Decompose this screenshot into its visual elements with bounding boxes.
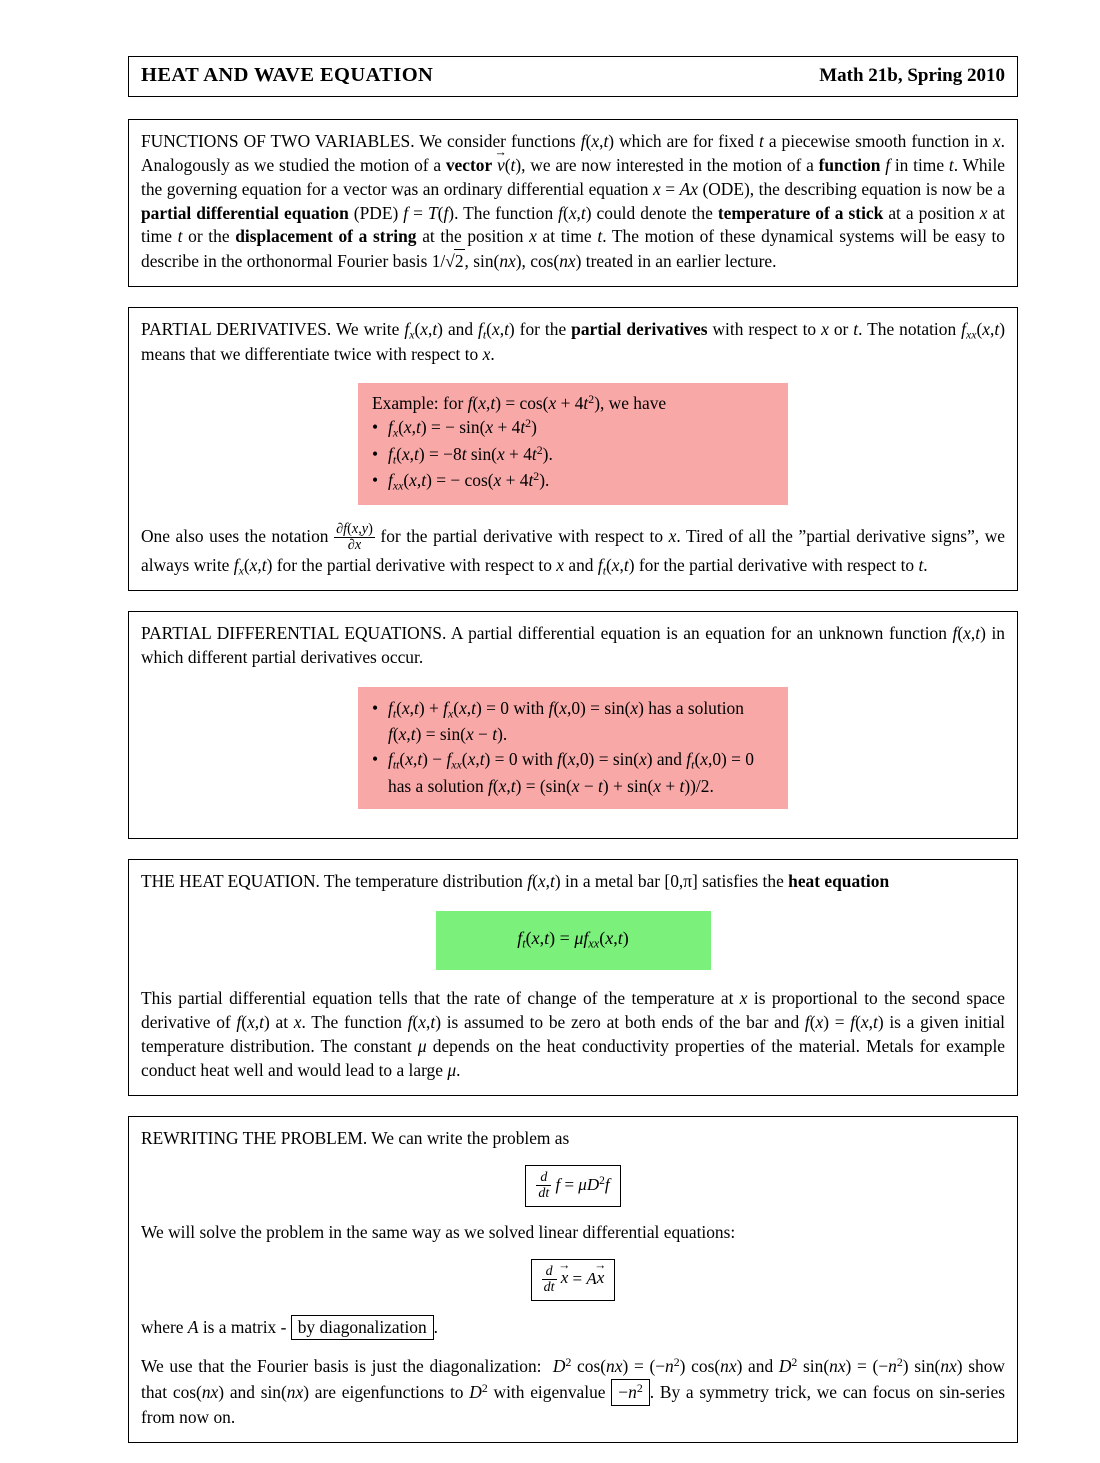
example-derivatives-wrap — [141, 383, 1005, 504]
section-rewriting-the-problem — [128, 1116, 1018, 1443]
pde-examples-wrap — [141, 687, 1005, 809]
boxed-phrase-diagonalization: by diagonalization — [291, 1315, 434, 1341]
section-4-heading: THE HEAT EQUATION. — [141, 871, 320, 892]
list-item: • $f_x(x,t)$ = − $\sin(x + 4t^2)$ — [372, 415, 774, 441]
section-2-heading: PARTIAL DERIVATIVES. — [141, 319, 332, 340]
example-title: Example: for $f(x,t) = \cos(x + 4t^2)$, we have — [372, 392, 667, 414]
section-5-heading: REWRITING THE PROBLEM. — [141, 1127, 368, 1148]
rewrite-equation-2: $\frac{d}{dt}$ x → = Ax → — [531, 1259, 616, 1301]
rewrite-equation-2-wrap — [141, 1259, 1005, 1301]
list-item: • $f_{xx}(x,t)$ = − $\cos(x + 4t^2)$. — [372, 468, 774, 494]
course-label: Math 21b, Spring 2010 — [819, 65, 1005, 86]
heat-equation-wrap — [141, 911, 1005, 970]
section-3-body: PARTIAL DIFFERENTIAL EQUATIONS. A partial differential equation is an equation for an unknown function f(x,t) in which different partial derivatives occur. — [141, 623, 1006, 667]
list-item: • $f_t(x,t) = -8t$ $\sin(x + 4t^2)$. — [372, 442, 774, 468]
section-1-heading: FUNCTIONS OF TWO VARIABLES. — [141, 131, 415, 151]
section-1-body: FUNCTIONS OF TWO VARIABLES. We consider functions f(x,t) which are for fixed t a piecewise smooth function in x. Analogously as we studied the motion of a vector v →(t), we are now interested in the motion of a function f in time t. While the governing equation for a vector was an ordinary differential equation x ˙ = Ax (ODE), the describing equation is now be a partial differential equation (PDE) f ˙ = T(f). The function f(x,t) could denote the temperature of a stick at a position x at time t or the displacement of a string at the position x at time t. The motion of these dynamical systems will be easy to describe in the orthonormal Fourier basis 1/√2, sin(nx), cos(nx) treated in an earlier lecture. — [141, 130, 1005, 274]
pde-examples-box — [358, 687, 788, 809]
example-derivatives-box — [358, 383, 788, 504]
pde-example-list — [372, 696, 774, 799]
rewrite-equation-1: $\frac{d}{dt}$ $f = \mu D^2f$ — [525, 1165, 620, 1207]
document-content — [128, 56, 1018, 1463]
section-4-body-2: This partial differential equation tells that the rate of change of the temperature at x is proportional to the second space derivative of f(x,t) at x. The function f(x,t) is assumed to be zero at both ends of the bar and f(x) = f(x,t) is a given initial temperature distribution. The constant μ depends on the heat conductivity properties of the material. Metals for example conduct heat well and would lead to a large μ. — [141, 988, 1005, 1080]
example-derivative-list — [372, 415, 774, 494]
section-2-body-2: One also uses the notation $\frac{\partial f(x,y)}{\partial x}$ for the partial derivative with respect to x. Tired of all the ”partial derivative signs”, we always write $f_x(x,t)$ for the partial derivative with respect to x and $f_t(x,t)$ for the partial derivative with respect to t. — [141, 520, 1005, 577]
section-the-heat-equation — [128, 859, 1018, 1096]
section-5-body-4: We use that the Fourier basis is just the diagonalization: $D^2$ $\cos(nx) = (-n^2)$ cos(nx) and $D^2$ $\sin(nx) = (-n^2)$ sin(nx) show that cos(nx) and sin(nx) are eigenfunctions to $D^2$ with eigenvalue $-n^2$ . By a symmetry trick, we can focus on sin-series from now on. — [141, 1355, 1005, 1427]
section-functions-of-two-variables — [128, 119, 1018, 287]
section-4-body: THE HEAT EQUATION. The temperature distribution f(x,t) in a metal bar [0,π] satisfies the heat equation — [141, 871, 890, 892]
section-3-heading: PARTIAL DIFFERENTIAL EQUATIONS. — [141, 623, 447, 644]
section-partial-derivatives — [128, 307, 1018, 591]
section-5-body-3: where A is a matrix - by diagonalization . — [141, 1315, 1005, 1341]
heat-equation-formula: $f_t(x,t) = \mu f_{xx}(x,t)$ — [517, 927, 629, 951]
document-header — [128, 56, 1018, 97]
boxed-eigenvalue: $-n^2$ — [611, 1379, 649, 1406]
heat-equation-box — [436, 911, 711, 970]
list-item: • $f_{tt}(x,t) - f_{xx}(x,t) = 0$ with f(x,0) = sin(x) and $f_t(x,0) = 0$ has a solution f(x,t) = (sin(x − t) + sin(x + t))/2. — [372, 747, 774, 799]
section-2-body: PARTIAL DERIVATIVES. We write $f_x(x,t)$ and $f_t(x,t)$ for the partial derivatives with respect to x or t. The notation $f_{xx}(x,t)$ means that we differentiate twice with respect to x. — [141, 319, 1006, 364]
section-partial-differential-equations — [128, 611, 1018, 839]
list-item: • $f_t(x,t) + f_x(x,t) = 0$ with f(x,0) = sin(x) has a solution f(x,t) = sin(x − t). — [372, 696, 774, 748]
rewrite-equation-1-wrap — [141, 1165, 1005, 1207]
page-title: HEAT AND WAVE EQUATION — [141, 64, 434, 86]
section-5-body: REWRITING THE PROBLEM. We can write the problem as — [141, 1127, 570, 1148]
section-5-body-2: We will solve the problem in the same way as we solved linear differential equations: — [141, 1221, 736, 1242]
